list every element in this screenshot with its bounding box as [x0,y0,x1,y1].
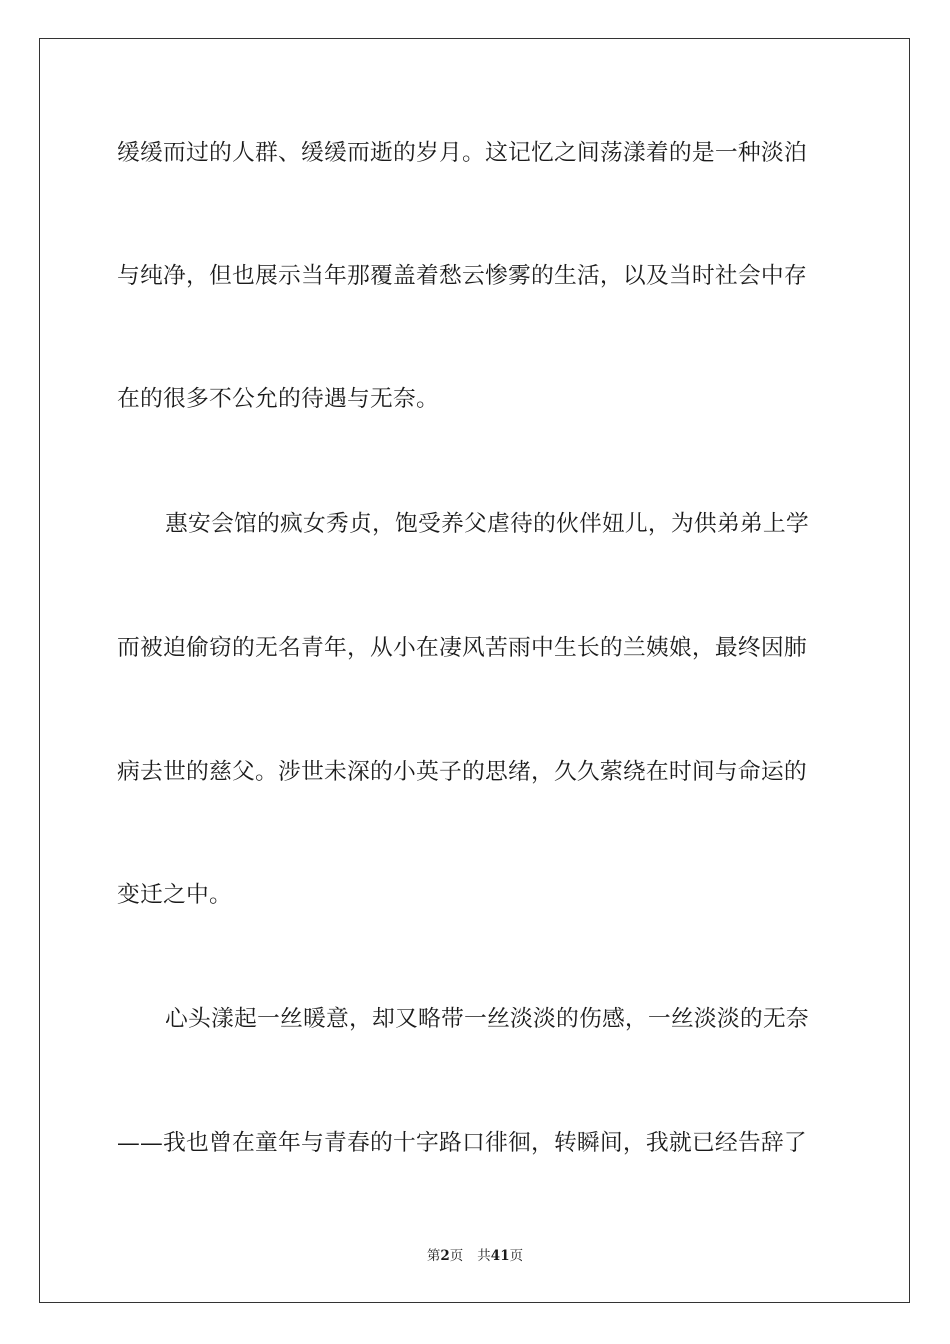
text-line-1: 缓缓而过的人群、缓缓而逝的岁月。这记忆之间荡漾着的是一种淡泊 [117,140,807,166]
text-line-9: ——我也曾在童年与青春的十字路口徘徊，转瞬间，我就已经告辞了 [117,1130,807,1156]
text-line-2: 与纯净，但也展示当年那覆盖着愁云惨雾的生活，以及当时社会中存 [117,263,807,289]
page-border [39,38,910,1303]
page-number: 2 [440,1248,450,1264]
text-line-6: 病去世的慈父。涉世未深的小英子的思绪，久久萦绕在时间与命运的 [117,759,807,785]
text-line-8: 心头漾起一丝暖意，却又略带一丝淡淡的伤感，一丝淡淡的无奈 [165,1006,809,1032]
text-line-7: 变迁之中。 [117,882,232,908]
total-prefix: 共 [477,1248,491,1264]
text-line-5: 而被迫偷窃的无名青年，从小在凄风苦雨中生长的兰姨娘，最终因肺 [117,635,807,661]
page-footer [0,1246,950,1266]
total-pages: 41 [490,1248,510,1264]
text-line-4: 惠安会馆的疯女秀贞，饱受养父虐待的伙伴妞儿，为供弟弟上学 [165,511,809,537]
page-suffix: 页 [449,1248,464,1264]
total-suffix: 页 [509,1248,524,1264]
page-prefix: 第 [426,1248,441,1264]
text-line-3: 在的很多不公允的待遇与无奈。 [117,386,439,412]
